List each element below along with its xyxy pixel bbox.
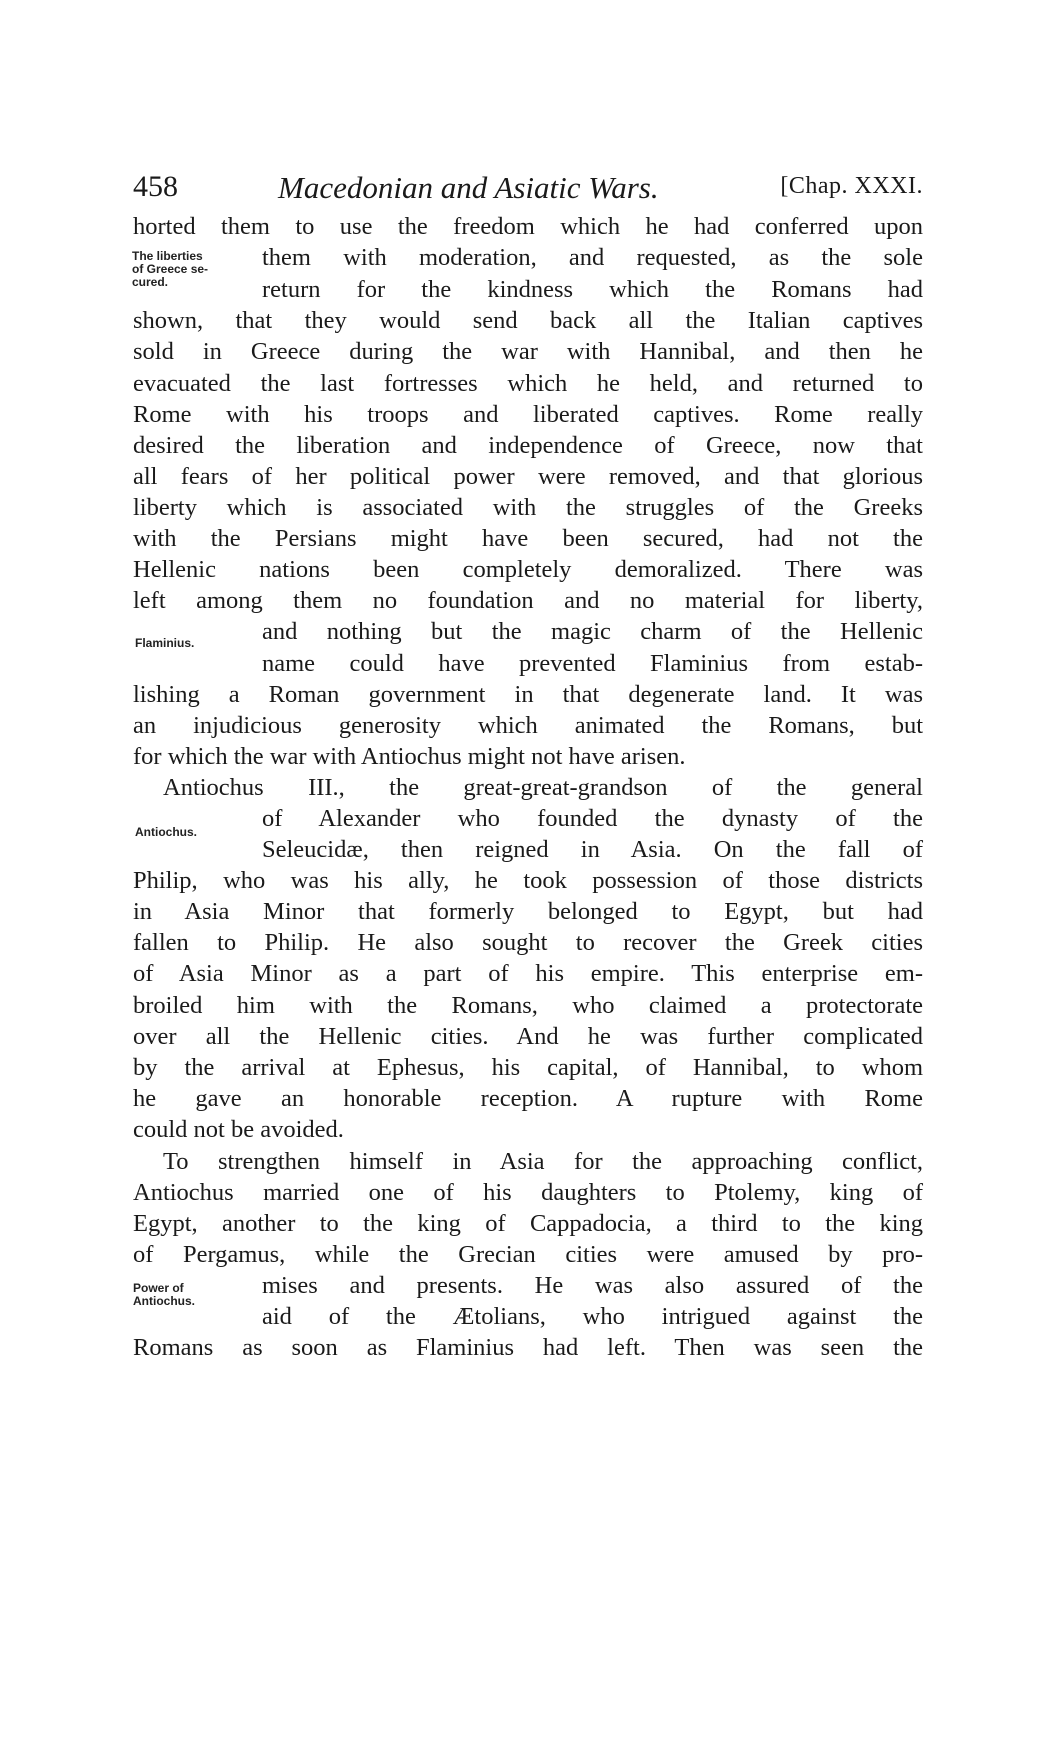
page-number: 458 — [133, 170, 178, 203]
text-line: could not be avoided. — [133, 1116, 344, 1143]
text-line: Philip, who was his ally, he took possession of those districts — [133, 867, 923, 894]
text-line: all fears of her political power were removed, and that glorious — [133, 463, 923, 490]
text-line: Antiochus married one of his daughters to Ptolemy, king of — [133, 1179, 923, 1206]
text-line: mises and presents. He was also assured of the — [262, 1272, 923, 1299]
text-line: Romans as soon as Flaminius had left. Then was seen the — [133, 1334, 923, 1361]
text-line: of Alexander who founded the dynasty of the — [262, 805, 923, 832]
text-line: To strengthen himself in Asia for the approaching conflict, — [163, 1148, 923, 1175]
sidenote-liberties-of-greece — [132, 250, 208, 289]
text-line: liberty which is associated with the struggles of the Greeks — [133, 494, 923, 521]
sidenote-line: Antiochus. — [135, 825, 197, 839]
text-line: them with moderation, and requested, as the sole — [262, 244, 923, 271]
text-line: over all the Hellenic cities. And he was further complicated — [133, 1023, 923, 1050]
text-line: of Asia Minor as a part of his empire. This enterprise em- — [133, 960, 923, 987]
text-line: of Pergamus, while the Grecian cities were amused by pro- — [133, 1241, 923, 1268]
text-line: by the arrival at Ephesus, his capital, of Hannibal, to whom — [133, 1054, 923, 1081]
text-line: lishing a Roman government in that degenerate land. It was — [133, 681, 923, 708]
text-line: sold in Greece during the war with Hannibal, and then he — [133, 338, 923, 365]
text-line: broiled him with the Romans, who claimed a protectorate — [133, 992, 923, 1019]
sidenote-line: Power of — [133, 1281, 184, 1295]
text-line: Hellenic nations been completely demoralized. There was — [133, 556, 923, 583]
text-line: return for the kindness which the Romans had — [262, 276, 923, 303]
text-line: Egypt, another to the king of Cappadocia, a third to the king — [133, 1210, 923, 1237]
sidenote-line: Flaminius. — [135, 636, 195, 650]
text-line: Rome with his troops and liberated captives. Rome really — [133, 401, 923, 428]
text-line: and nothing but the magic charm of the Hellenic — [262, 618, 923, 645]
text-line: aid of the Ætolians, who intrigued against the — [262, 1303, 923, 1330]
text-line: evacuated the last fortresses which he held, and returned to — [133, 370, 923, 397]
text-line: in Asia Minor that formerly belonged to Egypt, but had — [133, 898, 923, 925]
text-line: Antiochus III., the great-great-grandson of the general — [163, 774, 923, 801]
text-line: with the Persians might have been secured, had not the — [133, 525, 923, 552]
text-line: for which the war with Antiochus might not have arisen. — [133, 743, 686, 770]
sidenote-power-of-antiochus — [133, 1282, 195, 1308]
text-line: fallen to Philip. He also sought to recover the Greek cities — [133, 929, 923, 956]
sidenote-line: The liberties — [132, 249, 203, 263]
sidenote-line: cured. — [132, 275, 169, 289]
text-line: Seleucidæ, then reigned in Asia. On the fall of — [262, 836, 923, 863]
running-title: Macedonian and Asiatic Wars. — [278, 170, 659, 205]
text-line: desired the liberation and independence of Greece, now that — [133, 432, 923, 459]
chapter-label: [Chap. XXXI. — [780, 173, 923, 199]
text-line: name could have prevented Flaminius from estab- — [262, 650, 923, 677]
text-line: shown, that they would send back all the Italian captives — [133, 307, 923, 334]
sidenote-line: Antiochus. — [133, 1294, 195, 1308]
sidenote-line: of Greece se- — [132, 262, 209, 276]
text-line: horted them to use the freedom which he had conferred upon — [133, 213, 923, 240]
sidenote-antiochus — [135, 826, 197, 839]
text-line: left among them no foundation and no material for liberty, — [133, 587, 923, 614]
text-line: he gave an honorable reception. A rupture with Rome — [133, 1085, 923, 1112]
text-line: an injudicious generosity which animated the Romans, but — [133, 712, 923, 739]
sidenote-flaminius — [135, 637, 194, 650]
